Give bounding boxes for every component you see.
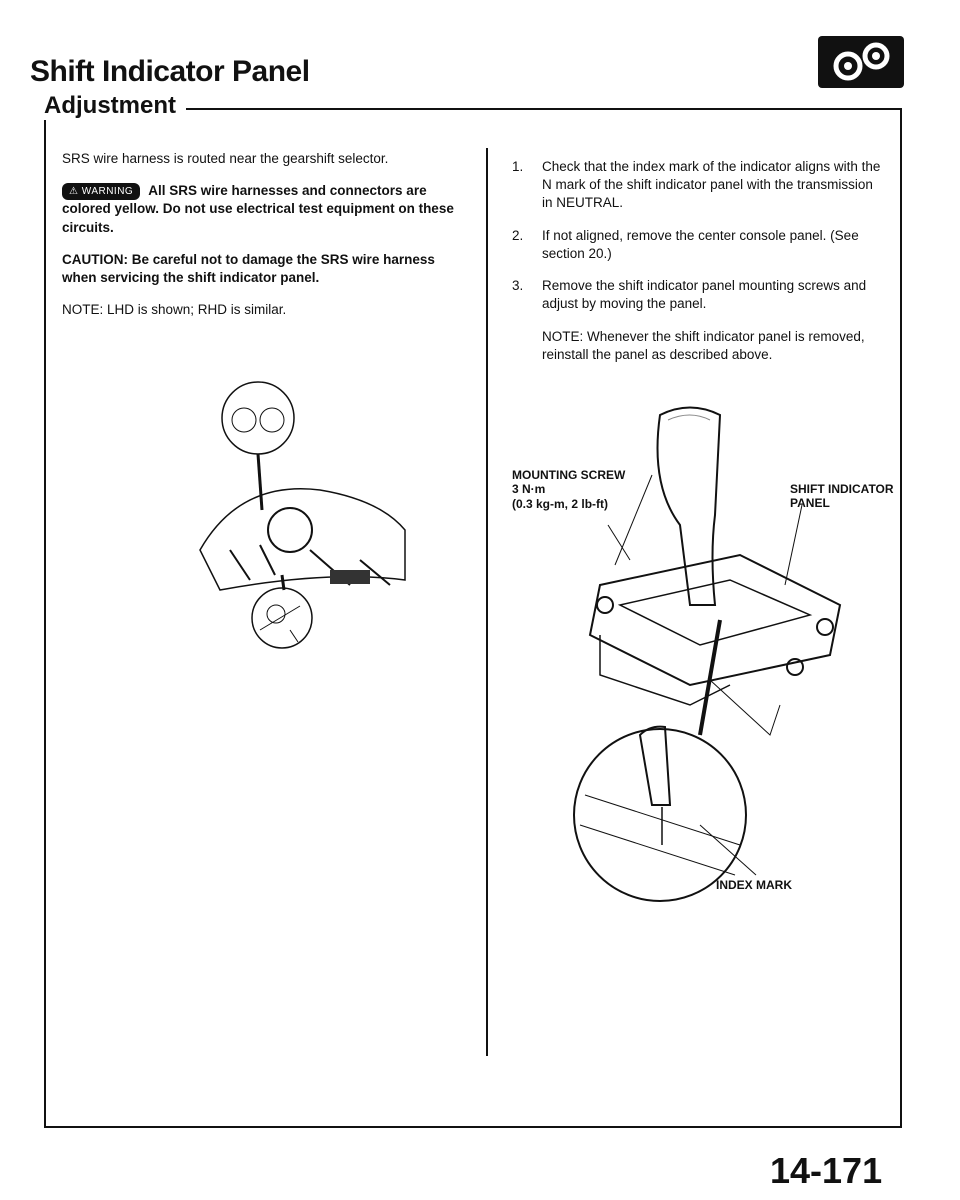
lhd-note: NOTE: LHD is shown; RHD is similar. bbox=[62, 302, 287, 318]
step-3 bbox=[512, 277, 884, 313]
caution-block bbox=[62, 251, 466, 287]
step-1 bbox=[512, 158, 884, 213]
caution-text: Be careful not to damage the SRS wire harness when servicing the shift indicator panel. bbox=[62, 251, 435, 286]
column-divider bbox=[486, 148, 488, 1056]
shift-indicator-label: SHIFT INDICATOR bbox=[790, 482, 894, 496]
right-column bbox=[512, 158, 884, 364]
mounting-screw-torque: 3 N·m bbox=[512, 482, 546, 497]
mounting-screw-label: MOUNTING SCREW bbox=[512, 468, 626, 482]
mounting-screw-torque-alt: (0.3 kg-m, 2 lb-ft) bbox=[512, 496, 609, 511]
step-number: 2. bbox=[512, 227, 524, 243]
section-subtitle: Adjustment bbox=[34, 92, 186, 120]
dashboard-illustration bbox=[180, 380, 420, 680]
step-number: 3. bbox=[512, 278, 524, 294]
shift-indicator-label-2: PANEL bbox=[790, 496, 830, 511]
shift-indicator-callout bbox=[790, 482, 894, 511]
section-logo-icon bbox=[818, 36, 904, 88]
step-text: If not aligned, remove the center console panel. (See section 20.) bbox=[542, 227, 859, 261]
page-number: 14-171 bbox=[770, 1150, 883, 1191]
step-note: NOTE: Whenever the shift indicator panel is removed, reinstall the panel as described above. bbox=[542, 328, 865, 362]
index-mark-callout: INDEX MARK bbox=[716, 878, 793, 892]
step-text: Check that the index mark of the indicator aligns with the N mark of the shift indicator panel with the transmission in NEUTRAL. bbox=[542, 159, 881, 211]
step-text: Remove the shift indicator panel mounting screws and adjust by moving the panel. bbox=[542, 278, 867, 312]
warning-badge-label: WARNING bbox=[81, 185, 134, 197]
step-2 bbox=[512, 227, 884, 263]
caution-label: CAUTION: bbox=[62, 251, 128, 267]
step-number: 1. bbox=[512, 159, 524, 174]
left-column bbox=[62, 150, 466, 334]
warning-block bbox=[62, 182, 466, 237]
warning-text: All SRS wire harnesses and connectors are colored yellow. Do not use electrical test equipment on these circuits. bbox=[62, 183, 454, 235]
mounting-screw-callout bbox=[512, 468, 625, 511]
page-title: Shift Indicator Panel bbox=[30, 55, 310, 88]
intro-text: SRS wire harness is routed near the gearshift selector. bbox=[62, 151, 389, 166]
warning-badge: ⚠ WARNING bbox=[62, 183, 140, 201]
